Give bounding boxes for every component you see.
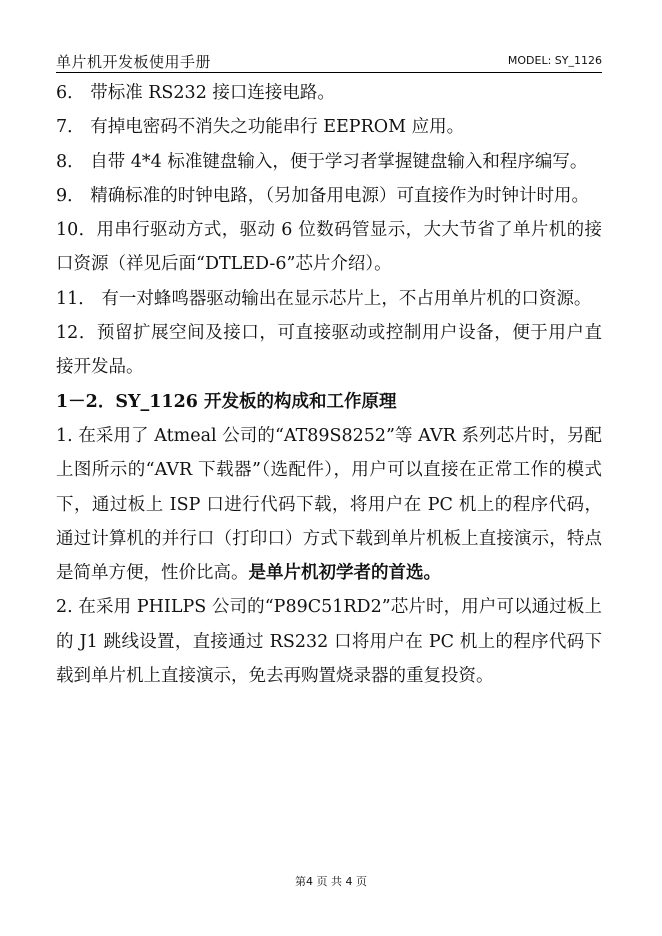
principle-item-2: 2. 在采用 PHILPS 公司的“P89C51RD2”芯片时，用户可以通过板上的 J1 跳线设置，直接通过 RS232 口将用户在 PC 机上的程序代码下载到单片机上直接演示，免去再购置烧录器的重复投资。 — [56, 597, 602, 687]
page-number: 第4 页 共 4 页 — [295, 875, 367, 888]
page-header — [56, 48, 602, 73]
model-label: MODEL: SY_1126 — [507, 54, 602, 67]
feature-item-12: 12．预留扩展空间及接口，可直接驱动或控制用户设备，便于用户直接开发品。 — [56, 323, 602, 378]
feature-item-7: 7． 有掉电密码不消失之功能串行 EEPROM 应用。 — [56, 117, 465, 138]
principle-item-1-text: 1. 在采用了 Atmeal 公司的“AT89S8252”等 AVR 系列芯片时，另配上图所示的“AVR 下载器”（选配件），用户可以直接在正常工作的模式下，通过板上 ISP 口进行代码下载，将用户在 PC 机上的程序代码，通过计算机的并行口（打印口）方式下载到单片机板上直接演示，特点是简单方便，性价比高。 — [56, 425, 602, 584]
feature-item-6: 6． 带标准 RS232 接口连接电路。 — [56, 83, 335, 103]
section-heading: 1－2．SY_1126 开发板的构成和工作原理 — [56, 391, 397, 412]
feature-item-11: 11． 有一对蜂鸣器驱动输出在显示芯片上，不占用单片机的口资源。 — [56, 288, 592, 309]
page-body — [56, 76, 602, 693]
manual-title: 单片机开发板使用手册 — [56, 53, 212, 71]
feature-item-8: 8． 自带 4*4 标准键盘输入，便于学习者掌握键盘输入和程序编写。 — [56, 151, 588, 172]
feature-item-9: 9． 精确标准的时钟电路，（另加备用电源）可直接作为时钟计时用。 — [56, 185, 589, 206]
principle-item-1 — [56, 419, 602, 590]
principle-item-1-highlight: 是单片机初学者的首选。 — [248, 563, 441, 584]
feature-item-10: 10．用串行驱动方式，驱动 6 位数码管显示，大大节省了单片机的接口资源（祥见后面“DTLED-6”芯片介绍）。 — [56, 220, 602, 275]
